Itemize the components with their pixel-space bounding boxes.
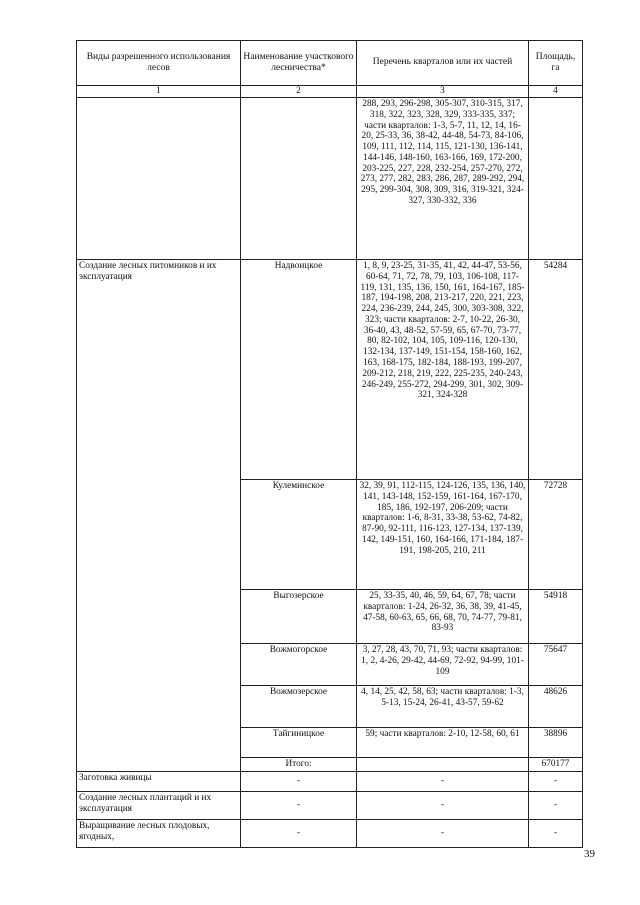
use-type-cell: Создание лесных плантаций и их эксплуатация — [77, 792, 241, 820]
dash-cell: - — [357, 820, 529, 848]
dash-cell: - — [357, 772, 529, 792]
area-cell: 48626 — [529, 686, 583, 728]
area-cell: 54918 — [529, 590, 583, 644]
forestry-name: Надвоицкое — [241, 260, 357, 480]
area-cell: 54284 — [529, 260, 583, 480]
header-quarters: Перечень кварталов или их частей — [357, 41, 529, 86]
table-row — [77, 792, 583, 820]
forest-use-table — [76, 40, 583, 848]
area-cell: 75647 — [529, 644, 583, 686]
dash-cell: - — [241, 820, 357, 848]
forestry-name: Кулеминское — [241, 480, 357, 590]
quarters-cell: 1, 8, 9, 23-25, 31-35, 41, 42, 44-47, 53-56, 60-64, 71, 72, 78, 79, 103, 106-108, 117-119, 131, 135, 136, 150, 161, 164-167, 185-187, 194-198, 208, 213-217, 220, 221, 223, 224, 236-239, 244, 245, 300, 303-308, 322, 323; части кварталов: 2-7, 10-22, 26-30, 36-40, 43, 48-52, 57-59, 65, 67-70, 73-77, 80, 82-102, 104, 105, 109-116, 120-130, 132-134, 137-149, 151-154, 158-160, 162, 163, 168-175, 182-184, 188-193, 199-207, 209-212, 218, 219, 222, 225-235, 240-243, 246-249, 255-272, 294-299, 301, 302, 309-321, 324-328 — [357, 260, 529, 480]
dash-cell: - — [529, 772, 583, 792]
table-row — [77, 772, 583, 792]
use-type-cell: Заготовка живицы — [77, 772, 241, 792]
forestry-name: Выгозерское — [241, 590, 357, 644]
table-row — [77, 820, 583, 848]
dash-cell: - — [241, 792, 357, 820]
quarters-cell: 4, 14, 25, 42, 58, 63; части кварталов: 1-3, 5-13, 15-24, 26-41, 43-57, 59-62 — [357, 686, 529, 728]
forestry-name: Тайгиницкое — [241, 728, 357, 758]
header-area: Площадь, га — [529, 41, 583, 86]
quarters-cell: 3, 27, 28, 43, 70, 71, 93; части кварталов: 1, 2, 4-26, 29-42, 44-69, 72-92, 94-99, 101-109 — [357, 644, 529, 686]
forestry-name: Вожмозерское — [241, 686, 357, 728]
total-label: Итого: — [241, 758, 357, 772]
table-header-row — [77, 41, 583, 86]
col-number: 4 — [529, 86, 583, 98]
quarters-cell: 288, 293, 296-298, 305-307, 310-315, 317, 318, 322, 323, 328, 329, 333-335, 337; части кварталов: 1-3, 5-7, 11, 12, 14, 16-20, 25-33, 36, 38-42, 44-48, 54-73, 84-106, 109, 111, 112, 114, 115, 121-130, 136-141, 144-146, 148-160, 163-166, 169, 172-200, 203-225, 227, 228, 232-254, 257-270, 272, 273, 277, 282, 283, 286, 287, 289-292, 294, 295, 299-304, 308, 309, 316, 319-321, 324-327, 330-332, 336 — [357, 98, 529, 260]
quarters-cell: 59; части кварталов: 2-10, 12-58, 60, 61 — [357, 728, 529, 758]
col-number: 3 — [357, 86, 529, 98]
dash-cell: - — [529, 820, 583, 848]
header-use-type: Виды разрешенного использования лесов — [77, 41, 241, 86]
use-type-cell: Создание лесных питомников и их эксплуатация — [77, 260, 241, 772]
dash-cell: - — [357, 792, 529, 820]
col-number: 1 — [77, 86, 241, 98]
quarters-cell: 25, 33-35, 40, 46, 59, 64, 67, 78; части кварталов: 1-24, 26-32, 36, 38, 39, 41-45, 47-58, 60-63, 65, 66, 68, 70, 74-77, 79-81, 83-93 — [357, 590, 529, 644]
total-area: 670177 — [529, 758, 583, 772]
column-number-row — [77, 86, 583, 98]
dash-cell: - — [529, 792, 583, 820]
quarters-cell: 32, 39, 91, 112-115, 124-126, 135, 136, 140, 141, 143-148, 152-159, 161-164, 167-170, 185, 186, 192-197, 206-209; части кварталов: 1-6, 8-31, 33-38, 53-62, 74-82, 87-90, 92-111, 116-123, 127-134, 137-139, 142, 149-151, 160, 164-166, 171-184, 187-191, 198-205, 210, 211 — [357, 480, 529, 590]
dash-cell: - — [241, 772, 357, 792]
col-number: 2 — [241, 86, 357, 98]
area-cell: 38896 — [529, 728, 583, 758]
use-type-cell: Выращивание лесных плодовых, ягодных, — [77, 820, 241, 848]
area-cell: 72728 — [529, 480, 583, 590]
page-number: 39 — [584, 848, 595, 860]
header-forestry: Наименование участкового лесничества* — [241, 41, 357, 86]
table-row — [77, 260, 583, 480]
table-row — [77, 98, 583, 260]
forestry-name: Вожмогорское — [241, 644, 357, 686]
